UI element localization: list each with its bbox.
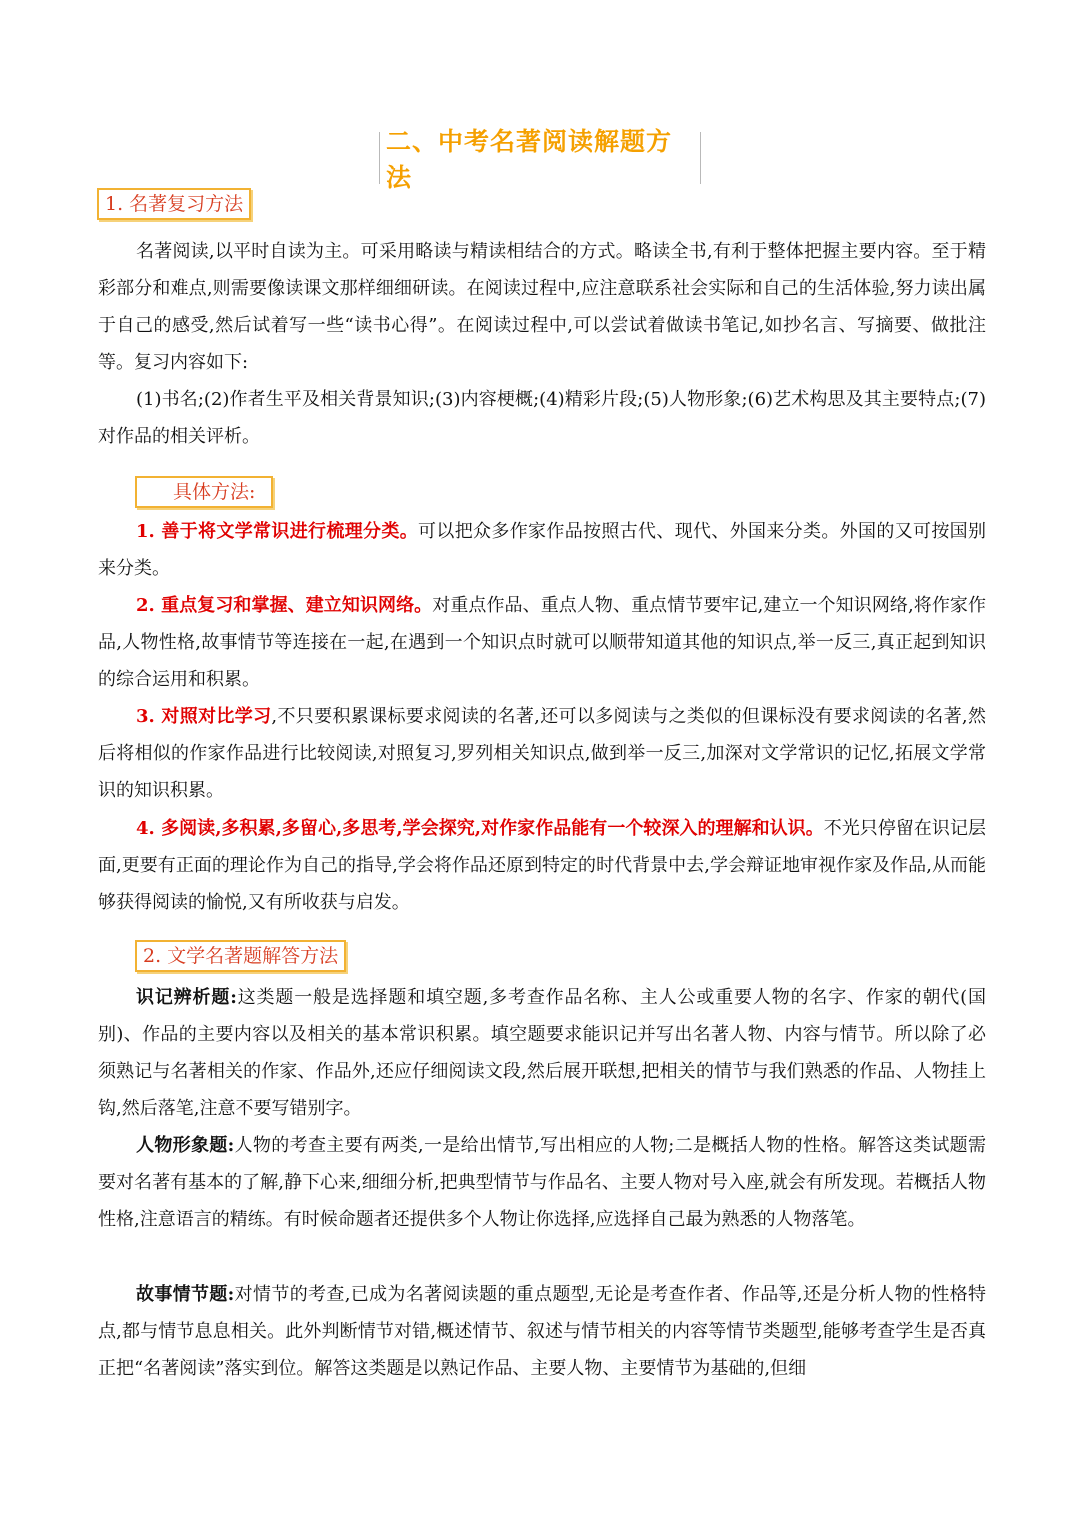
page-title: 二、中考名著阅读解题方法 <box>380 120 700 196</box>
answer-type-text: 人物的考查主要有两类,一是给出情节,写出相应的人物;二是概括人物的性格。解答这类试题需要对名著有基本的了解,静下心来,细细分析,把典型情节与作品名、主要人物对号入座,就会有所发现。若概括人物性格,注意语言的精练。有时候命题者还提供多个人物让你选择,应选择自己最为熟悉的人物落笔。 <box>98 1135 986 1230</box>
section1-contents: (1)书名;(2)作者生平及相关背景知识;(3)内容梗概;(4)精彩片段;(5)人物形象;(6)艺术构思及其主要特点;(7)对作品的相关评析。 <box>98 389 986 447</box>
answer-type-lead: 故事情节题: <box>136 1284 235 1305</box>
section1-heading: 1. 名著复习方法 <box>97 188 251 220</box>
method-item-1 <box>98 513 986 587</box>
method-item-lead: 2. 重点复习和掌握、建立知识网络。 <box>136 595 433 616</box>
method-item-lead: 4. 多阅读,多积累,多留心,多思考,学会探究,对作家作品能有一个较深入的理解和认识。 <box>136 818 824 839</box>
method-item-text: 可以把众多作家作品按照古代、现代、外国来分类。外国的又可按国别来分类。 <box>98 521 987 579</box>
method-item-lead: 3. 对照对比学习 <box>136 706 272 727</box>
answer-type-text: 对情节的考查,已成为名著阅读题的重点题型,无论是考查作者、作品等,还是分析人物的性格特点,都与情节息息相关。此外判断情节对错,概述情节、叙述与情节相关的内容等情节类题型,能够考查学生是否真正把“名著阅读”落实到位。解答这类题是以熟记作品、主要人物、主要情节为基础的,但细 <box>98 1284 986 1379</box>
method-item-text: 不光只停留在识记层面,更要有正面的理论作为自己的指导,学会将作品还原到特定的时代背景中去,学会辩证地审视作家及作品,从而能够获得阅读的愉悦,又有所收获与启发。 <box>98 818 986 913</box>
method-item-text: 对重点作品、重点人物、重点情节要牢记,建立一个知识网络,将作家作品,人物性格,故事情节等连接在一起,在遇到一个知识点时就可以顺带知道其他的知识点,举一反三,真正起到知识的综合运用和积累。 <box>98 595 986 690</box>
methods-heading: 具体方法: <box>135 476 273 508</box>
answer-type-text: 这类题一般是选择题和填空题,多考查作品名称、主人公或重要人物的名字、作家的朝代(国别)、作品的主要内容以及相关的基本常识积累。填空题要求能识记并写出名著人物、内容与情节。所以除了必须熟记与名著相关的作家、作品外,还应仔细阅读文段,然后展开联想,把相关的情节与我们熟悉的作品、人物挂上钩,然后落笔,注意不要写错别字。 <box>98 987 986 1119</box>
method-item-3 <box>98 698 986 809</box>
section2-heading: 2. 文学名著题解答方法 <box>135 940 346 972</box>
title-banner <box>379 127 701 192</box>
answer-type-1 <box>98 979 986 1127</box>
answer-type-2 <box>98 1127 986 1238</box>
section1-intro: 名著阅读,以平时自读为主。可采用略读与精读相结合的方式。略读全书,有利于整体把握主要内容。至于精彩部分和难点,则需要像读课文那样细细研读。在阅读过程中,应注意联系社会实际和自己的生活体验,努力读出属于自己的感受,然后试着写一些“读书心得”。在阅读过程中,可以尝试着做读书笔记,如抄名言、写摘要、做批注等。复习内容如下: <box>98 241 986 373</box>
answer-type-lead: 识记辨析题: <box>136 987 237 1008</box>
answer-type-lead: 人物形象题: <box>136 1135 235 1156</box>
method-item-text: ,不只要积累课标要求阅读的名著,还可以多阅读与之类似的但课标没有要求阅读的名著,然后将相似的作家作品进行比较阅读,对照复习,罗列相关知识点,做到举一反三,加深对文学常识的记忆,拓展文学常识的知识积累。 <box>98 706 986 801</box>
method-item-4 <box>98 810 986 921</box>
method-item-2 <box>98 587 986 698</box>
method-item-lead: 1. 善于将文学常识进行梳理分类。 <box>136 521 419 542</box>
answer-type-3 <box>98 1276 986 1387</box>
